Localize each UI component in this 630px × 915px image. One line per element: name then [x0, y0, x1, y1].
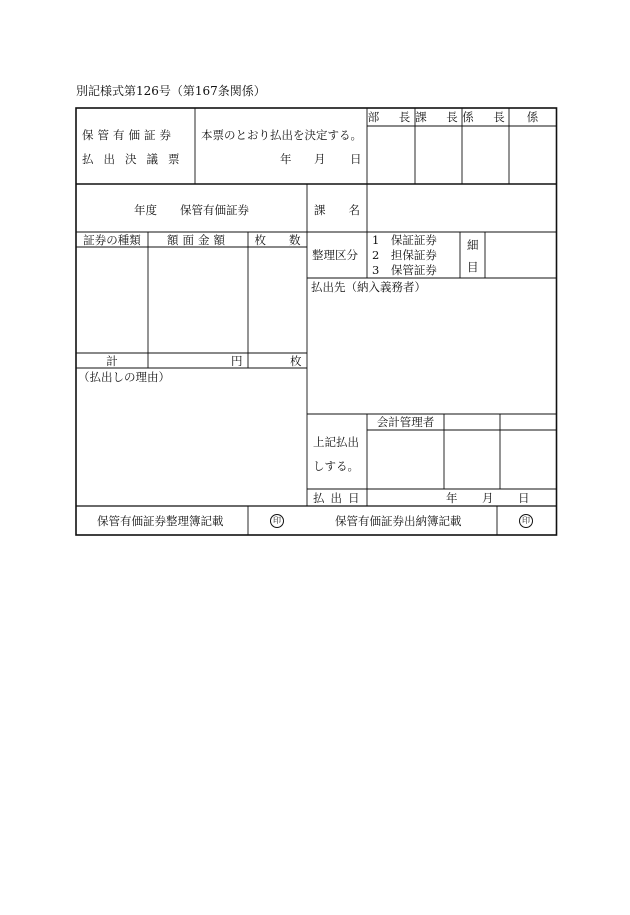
payout-statement-line-1: 上記払出 [313, 435, 359, 449]
detail-label-bottom: 目 [467, 260, 479, 274]
decision-month-label: 月 [314, 152, 326, 166]
total-yen-unit: 円 [231, 354, 243, 368]
payout-ledger-entry-label: 保管有価証券出納簿記載 [335, 514, 462, 528]
approval-header-director: 部 長 [367, 110, 415, 124]
approval-header-staff: 係 [526, 110, 539, 124]
classification-label: 整理区分 [312, 248, 358, 262]
fiscal-year-label: 年度 [134, 203, 157, 217]
payout-month-label: 月 [482, 491, 494, 505]
form-reference: 別記様式第126号（第167条関係） [76, 84, 266, 98]
payout-day-label: 日 [518, 491, 530, 505]
ledger-entry-label: 保管有価証券整理簿記載 [97, 514, 224, 528]
classification-option-guarantee: 1 保証証券 [372, 233, 437, 247]
recipient-label: 払出先（納入義務者） [311, 280, 426, 294]
decision-day-label: 日 [350, 152, 362, 166]
payout-date-label: 払出日 [313, 491, 366, 505]
column-header-kind: 証券の種類 [83, 233, 141, 247]
classification-option-collateral: 2 担保証券 [372, 248, 437, 262]
title-line-2: 払出決議票 [82, 152, 190, 166]
column-header-count: 枚 数 [254, 233, 301, 247]
securities-label: 保管有価証券 [180, 203, 249, 217]
decision-year-label: 年 [280, 152, 292, 166]
column-header-face-amount: 額面金額 [167, 233, 229, 247]
approval-header-subsection-chief: 係 長 [462, 110, 509, 124]
seal-mark-payout-ledger: 印 [519, 514, 533, 528]
payout-year-label: 年 [446, 491, 458, 505]
detail-label-top: 細 [467, 238, 479, 252]
accountant-label: 会計管理者 [376, 415, 435, 429]
total-count-unit: 枚 [290, 354, 302, 368]
seal-mark-ledger: 印 [270, 514, 284, 528]
reason-label: （払出しの理由） [78, 370, 170, 384]
approval-header-section-chief: 課 長 [415, 110, 462, 124]
section-name-label: 課 名 [314, 203, 360, 217]
total-label: 計 [106, 354, 118, 368]
payout-statement-line-2: しする。 [313, 459, 359, 473]
title-line-1: 保管有価証券 [82, 128, 175, 142]
classification-option-custody: 3 保管証券 [372, 263, 437, 277]
decision-text: 本票のとおり払出を決定する。 [201, 128, 362, 142]
